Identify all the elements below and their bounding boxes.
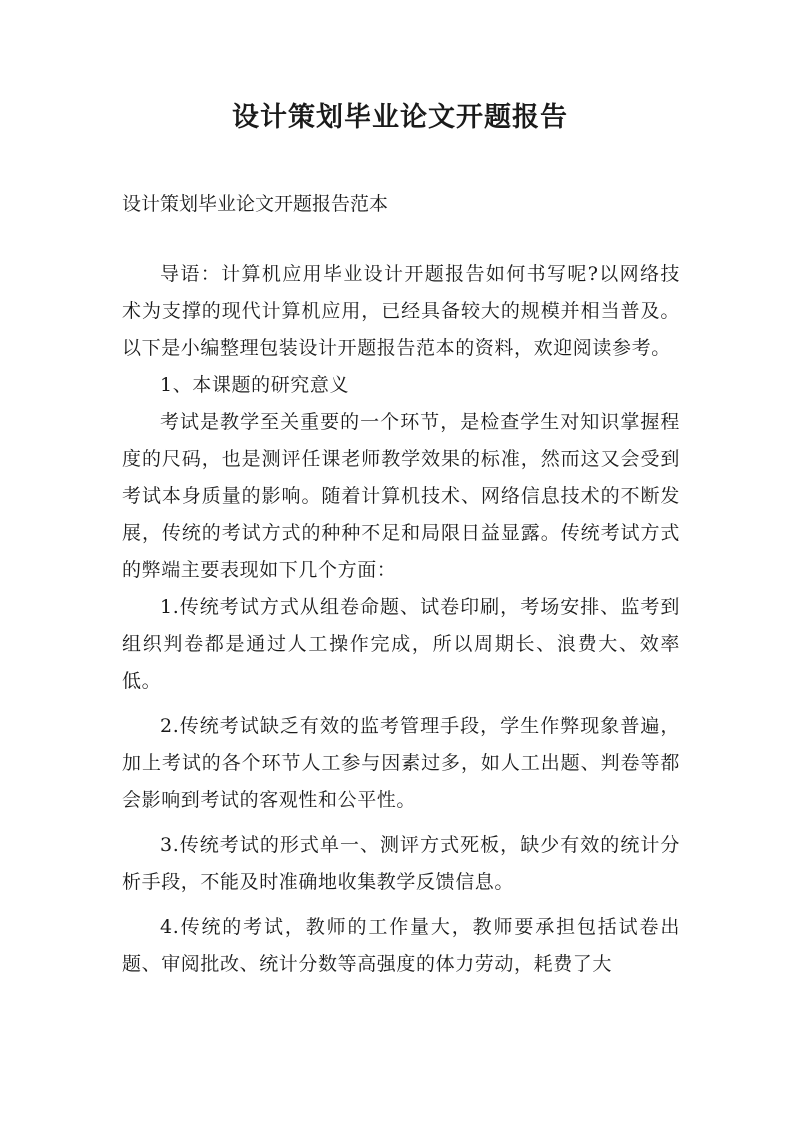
section-heading: 1、本课题的研究意义 <box>160 374 350 396</box>
document-title: 设计策划毕业论文开题报告 <box>232 102 568 133</box>
list-item-3: 3.传统考试的形式单一、测评方式死板，缺少有效的统计分析手段，不能及时准确地收集教学反馈信息。 <box>122 834 680 893</box>
list-item-4: 4.传统的考试，教师的工作量大，教师要承担包括试卷出题、审阅批改、统计分数等高强度的体力劳动，耗费了大 <box>122 916 680 975</box>
list-item-1: 1.传统考试方式从组卷命题、试卷印刷，考场安排、监考到组织判卷都是通过人工操作完成，所以周期长、浪费大、效率低。 <box>122 596 680 692</box>
body-paragraph: 考试是教学至关重要的一个环节，是检查学生对知识掌握程度的尺码，也是测评任课老师教学效果的标准，然而这又会受到考试本身质量的影响。随着计算机技术、网络信息技术的不断发展，传统的考试方式的种种不足和局限日益显露。传统考试方式的弊端主要表现如下几个方面： <box>122 411 680 581</box>
list-item-2: 2.传统考试缺乏有效的监考管理手段，学生作弊现象普遍，加上考试的各个环节人工参与因素过多，如人工出题、判卷等都会影响到考试的客观性和公平性。 <box>122 715 680 811</box>
intro-paragraph: 导语：计算机应用毕业设计开题报告如何书写呢?以网络技术为支撑的现代计算机应用，已经具备较大的规模并相当普及。以下是小编整理包装设计开题报告范本的资料，欢迎阅读参考。 <box>122 263 680 359</box>
document-subtitle: 设计策划毕业论文开题报告范本 <box>122 193 389 215</box>
document-body <box>122 256 680 983</box>
